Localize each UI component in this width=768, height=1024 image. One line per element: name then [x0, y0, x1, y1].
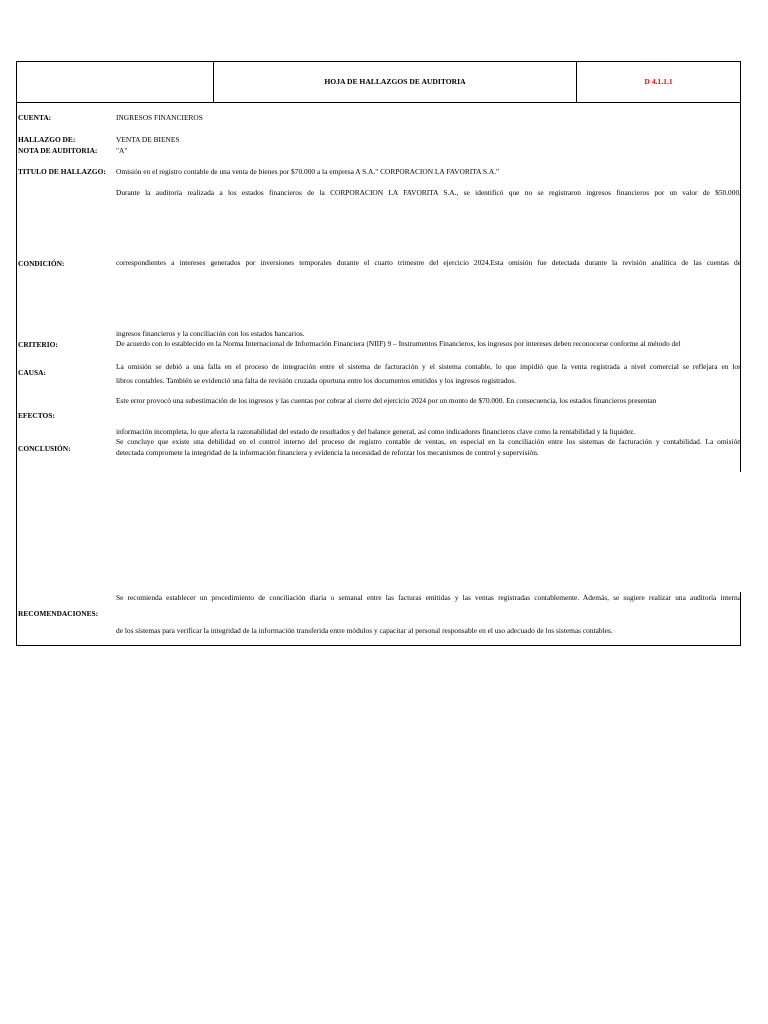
header-bottom-border — [16, 102, 741, 103]
condicion-label: CONDICIÓN: — [18, 259, 65, 268]
recomendaciones-line-1: Se recomienda establecer un procedimiento de conciliación diaria o semanal entre las facturas emitidas y las ventas registradas contablemente. Además, se sugiere realizar una auditoría interna — [116, 593, 741, 602]
nota-auditoria-label: NOTA DE AUDITORIA: — [18, 146, 98, 155]
conclusion-label: CONCLUSIÓN: — [18, 444, 71, 453]
causa-line-1: La omisión se debió a una falla en el proceso de integración entre el sistema de facturación y el sistema contable, lo que impidió que la venta registrada a nivel comercial se reflejara en los — [116, 362, 741, 371]
sheet-reference-code: D 4.1.1.1 — [644, 77, 673, 87]
condicion-line-3: ingresos financieros y la conciliación con los estados bancarios. — [116, 329, 305, 338]
condicion-line-1: Durante la auditoría realizada a los estados financieros de la CORPORACION LA FAVORITA S.A., se identificó que no se registraron ingresos financieros por un valor de $50.000, — [116, 188, 741, 197]
conclusion-line-1: Se concluye que existe una debilidad en el control interno del proceso de registro contable de ventas, en especial en la conciliación entre los sistemas de facturación y contabilidad. La omisión — [116, 437, 741, 446]
causa-line-2: libros contables. También se evidenció una falta de revisión cruzada oportuna entre los documentos emitidos y los ingresos registrados. — [116, 376, 516, 385]
hallazgo-de-value: VENTA DE BIENES — [116, 135, 180, 144]
criterio-value: De acuerdo con lo establecido en la Norma Internacional de Información Financiera (NIIF) 9 – Instrumentos Financieros, los ingresos por intereses deben reconocerse conforme al método del — [116, 339, 681, 348]
recomendaciones-label: RECOMENDACIONES: — [18, 609, 99, 618]
efectos-label: EFECTOS: — [18, 411, 55, 420]
condicion-line-2: correspondientes a intereses generados por inversiones temporales durante el cuarto trimestre del ejercicio 2024.Esta omisión fue detectada durante la revisión analítica de las cuentas de — [116, 258, 741, 267]
conclusion-line-2: detectada compromete la integridad de la información financiera y evidencia la necesidad de reforzar los mecanismos de control y supervisión. — [116, 448, 539, 457]
titulo-hallazgo-label: TITULO DE HALLAZGO: — [18, 167, 106, 176]
titulo-hallazgo-value: Omisión en el registro contable de una venta de bienes por $70.000 a la empresa A S.A." CORPORACION LA FAVORITA S.A." — [116, 167, 500, 176]
recomendaciones-line-2: de los sistemas para verificar la integridad de la información transferida entre módulos y capacitar al personal responsable en el uso adecuado de los sistemas contables. — [116, 626, 613, 635]
efectos-line-1: Este error provocó una subestimación de los ingresos y las cuentas por cobrar al cierre del ejercicio 2024 por un monto de $70.000. En consecuencia, los estados financieros presentan — [116, 396, 657, 405]
cuenta-label: CUENTA: — [18, 113, 52, 122]
efectos-line-2: información incompleta, lo que afecta la razonabilidad del estado de resultados y del balance general, así como indicadores financieros clave como la rentabilidad y la liquidez. — [116, 427, 636, 436]
sheet-title: HOJA DE HALLAZGOS DE AUDITORIA — [324, 77, 466, 87]
cuenta-value: INGRESOS FINANCIEROS — [116, 113, 203, 122]
nota-auditoria-value: "A" — [116, 146, 128, 155]
causa-label: CAUSA: — [18, 368, 46, 377]
hallazgo-de-label: HALLAZGO DE: — [18, 135, 76, 144]
right-border-gap — [739, 472, 743, 592]
criterio-label: CRITERIO: — [18, 340, 58, 349]
